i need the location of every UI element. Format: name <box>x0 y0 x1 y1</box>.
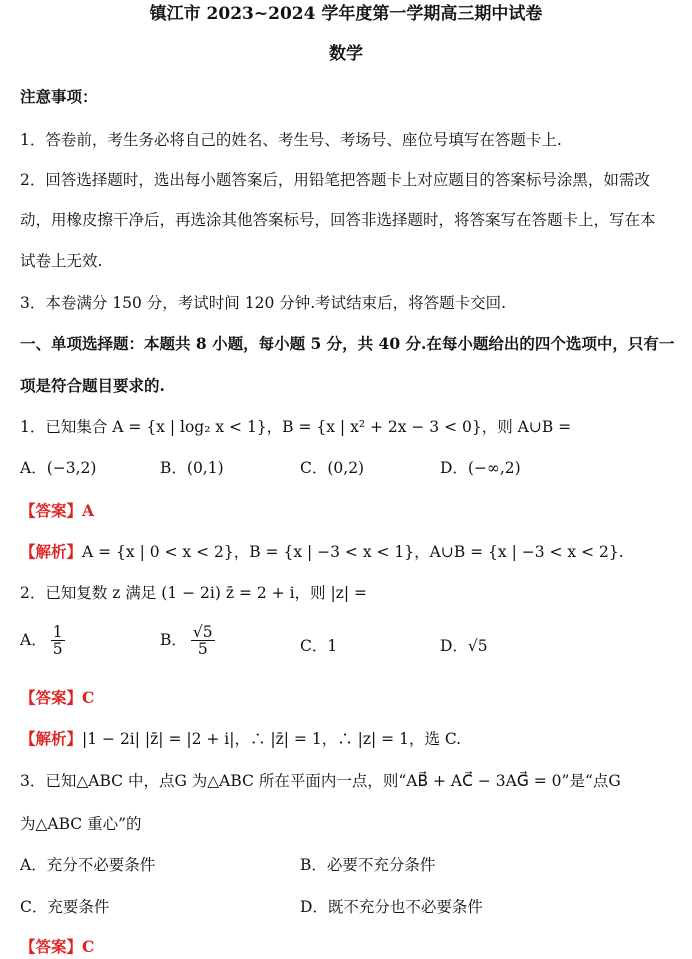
note-item-3: 3．本卷满分 150 分，考试时间 120 分钟.考试结束后，将答题卡交回. <box>20 294 507 312</box>
note-item-2-line-2: 动，用橡皮擦干净后，再选涂其他答案标号，回答非选择题时，将答案写在答题卡上，写在本 <box>20 211 656 229</box>
notes-heading: 注意事项： <box>20 87 98 106</box>
answer-value: A <box>82 501 95 520</box>
question-1-option-d: D．(−∞,2) <box>440 459 521 477</box>
answer-value: C <box>82 688 95 707</box>
exam-title: 镇江市 2023~2024 学年度第一学期高三期中试卷 <box>149 4 543 24</box>
question-2-option-d: D．√5 <box>440 637 488 655</box>
question-3-answer <box>20 938 94 957</box>
question-1-stem: 1．已知集合 A = {x | log₂ x < 1}，B = {x | x² + 2x − 3 < 0}，则 A∪B = <box>20 418 572 436</box>
fraction-denominator: 5 <box>197 640 208 659</box>
question-1-option-c: C．(0,2) <box>300 459 365 477</box>
question-1-option-b: B．(0,1) <box>160 459 224 477</box>
question-1-analysis <box>20 543 624 562</box>
question-3-option-d: D．既不充分也不必要条件 <box>300 898 483 916</box>
section-heading-line-1: 一、单项选择题：本题共 8 小题，每小题 5 分，共 40 分.在每小题给出的四个选项中，只有一 <box>20 334 675 353</box>
analysis-label: 【解析】 <box>20 542 83 561</box>
fraction-denominator: 5 <box>52 640 63 659</box>
question-3-stem-line-1: 3．已知△ABC 中，点G 为△ABC 所在平面内一点，则“AB⃗ + AC⃗ − 3AG⃗ = 0”是“点G <box>20 772 621 790</box>
question-2-option-c: C．1 <box>300 637 338 655</box>
option-a-label: A． <box>20 630 47 649</box>
question-1-option-a: A．(−3,2) <box>20 459 97 477</box>
answer-value: C <box>82 937 95 956</box>
exam-subject: 数学 <box>329 44 363 64</box>
question-2-option-a <box>20 624 65 658</box>
question-2-stem: 2．已知复数 z 满足 (1 − 2i) z̄ = 2 + i，则 |z| = <box>20 584 367 602</box>
question-3-option-c: C．充要条件 <box>20 898 110 916</box>
note-item-2-line-3: 试卷上无效. <box>20 252 103 270</box>
question-2-option-b <box>160 624 215 658</box>
analysis-label: 【解析】 <box>20 729 83 748</box>
fraction-numerator: √5 <box>192 623 213 641</box>
question-3-option-a: A．充分不必要条件 <box>20 856 156 874</box>
option-b-fraction <box>191 624 215 658</box>
fraction-numerator: 1 <box>52 623 63 641</box>
question-1-answer <box>20 502 94 521</box>
answer-label: 【答案】 <box>20 501 83 520</box>
option-b-label: B． <box>160 630 187 649</box>
question-3-option-b: B．必要不充分条件 <box>300 856 436 874</box>
option-a-fraction <box>51 624 65 658</box>
note-item-2-line-1: 2．回答选择题时，选出每小题答案后，用铅笔把答题卡上对应题目的答案标号涂黑，如需改 <box>20 171 650 189</box>
analysis-text: |1 − 2i| |z̄| = |2 + i|，∴ |z̄| = 1，∴ |z| = 1，选 C. <box>82 730 462 748</box>
answer-label: 【答案】 <box>20 688 83 707</box>
question-2-analysis <box>20 730 461 749</box>
answer-label: 【答案】 <box>20 937 83 956</box>
section-heading-line-2: 项是符合题目要求的. <box>20 376 165 395</box>
analysis-text: A = {x | 0 < x < 2}，B = {x | −3 < x < 1}，A∪B = {x | −3 < x < 2}. <box>82 543 624 561</box>
question-2-answer <box>20 689 94 708</box>
question-3-stem-line-2: 为△ABC 重心”的 <box>20 815 142 833</box>
note-item-1: 1．答卷前，考生务必将自己的姓名、考生号、考场号、座位号填写在答题卡上. <box>20 131 562 149</box>
